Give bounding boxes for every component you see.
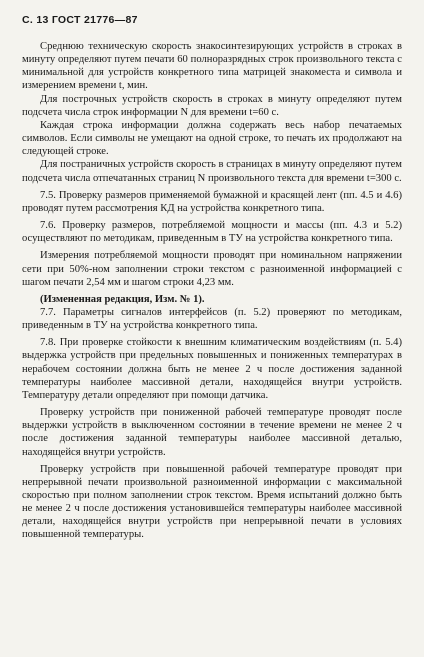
paragraph-average-speed: Среднюю техническую скорость знакосинтезирующих устройств в строках в минуту определяют путем печати 60 полноразрядных строк произвольного текста с минимальной для устройств конкретного типа матрицей знакоместа и символа и измерением времени t, мин.	[22, 41, 402, 92]
paragraph-page-printers: Для постраничных устройств скорость в страницах в минуту определяют путем подсчета числа отпечатанных страниц N произвольного текста для времени t=300 с.	[22, 159, 402, 184]
paragraph-7-7: 7.7. Параметры сигналов интерфейсов (п. 5.2) проверяют по методикам, приведенным в ТУ на устройства конкретного типа.	[22, 306, 402, 332]
paragraph-line-content: Каждая строка информации должна содержать весь набор печатаемых символов. Если символы не умещают на одной строке, то печать их продолжают на следующей строке.	[22, 119, 402, 158]
paragraph-power-measurement: Измерения потребляемой мощности проводят при номинальном напряжении сети при 50%-ном заполнении строки текстом с разноименной информацией с шагом печати 2,54 мм и шагом строки 4,23 мм.	[22, 250, 402, 288]
paragraph-line-printers: Для построчных устройств скорость в строках в минуту определяют путем подсчета числа строк информации N для времени t=60 с.	[22, 93, 402, 118]
page-header: С. 13 ГОСТ 21776—87	[22, 14, 138, 26]
paragraph-high-temperature: Проверку устройств при повышенной рабочей температуре проводят при непрерывной печати произвольной разноименной информации с максимальной скоростью при полном заполнении строк текстом. Время испытаний должно быть не менее 2 ч после достижения установившейся температуры наиболее массивной детали, находящейся внутри устройств при непрерывной печати в условиях повышенной температуры.	[22, 463, 402, 541]
amendment-note: (Измененная редакция, Изм. № 1).	[40, 293, 205, 305]
paragraph-7-8: 7.8. При проверке стойкости к внешним климатическим воздействиям (п. 5.4) выдержка устройств при предельных повышенных и пониженных температурах в нерабочем состоянии должна быть не менее 2 ч после достижения заданной температуры наиболее массивной детали, находящейся внутри устройств. Температуру детали определяют при помощи датчика.	[22, 337, 402, 401]
paragraph-7-5: 7.5. Проверку размеров применяемой бумажной и красящей лент (пп. 4.5 и 4.6) проводят путем рассмотрения КД на устройства конкретного типа.	[22, 189, 402, 214]
document-body	[22, 40, 402, 542]
paragraph-7-6: 7.6. Проверку размеров, потребляемой мощности и массы (пп. 4.3 и 5.2) осуществляют по методикам, приведенным в ТУ на устройства конкретного типа.	[22, 220, 402, 245]
paragraph-low-temperature: Проверку устройств при пониженной рабочей температуре проводят после выдержки устройств в выключенном состоянии в течение времени не менее 2 ч после достижения заданной температуры наиболее массивной деталью, находящейся внутри устройств.	[22, 407, 402, 458]
